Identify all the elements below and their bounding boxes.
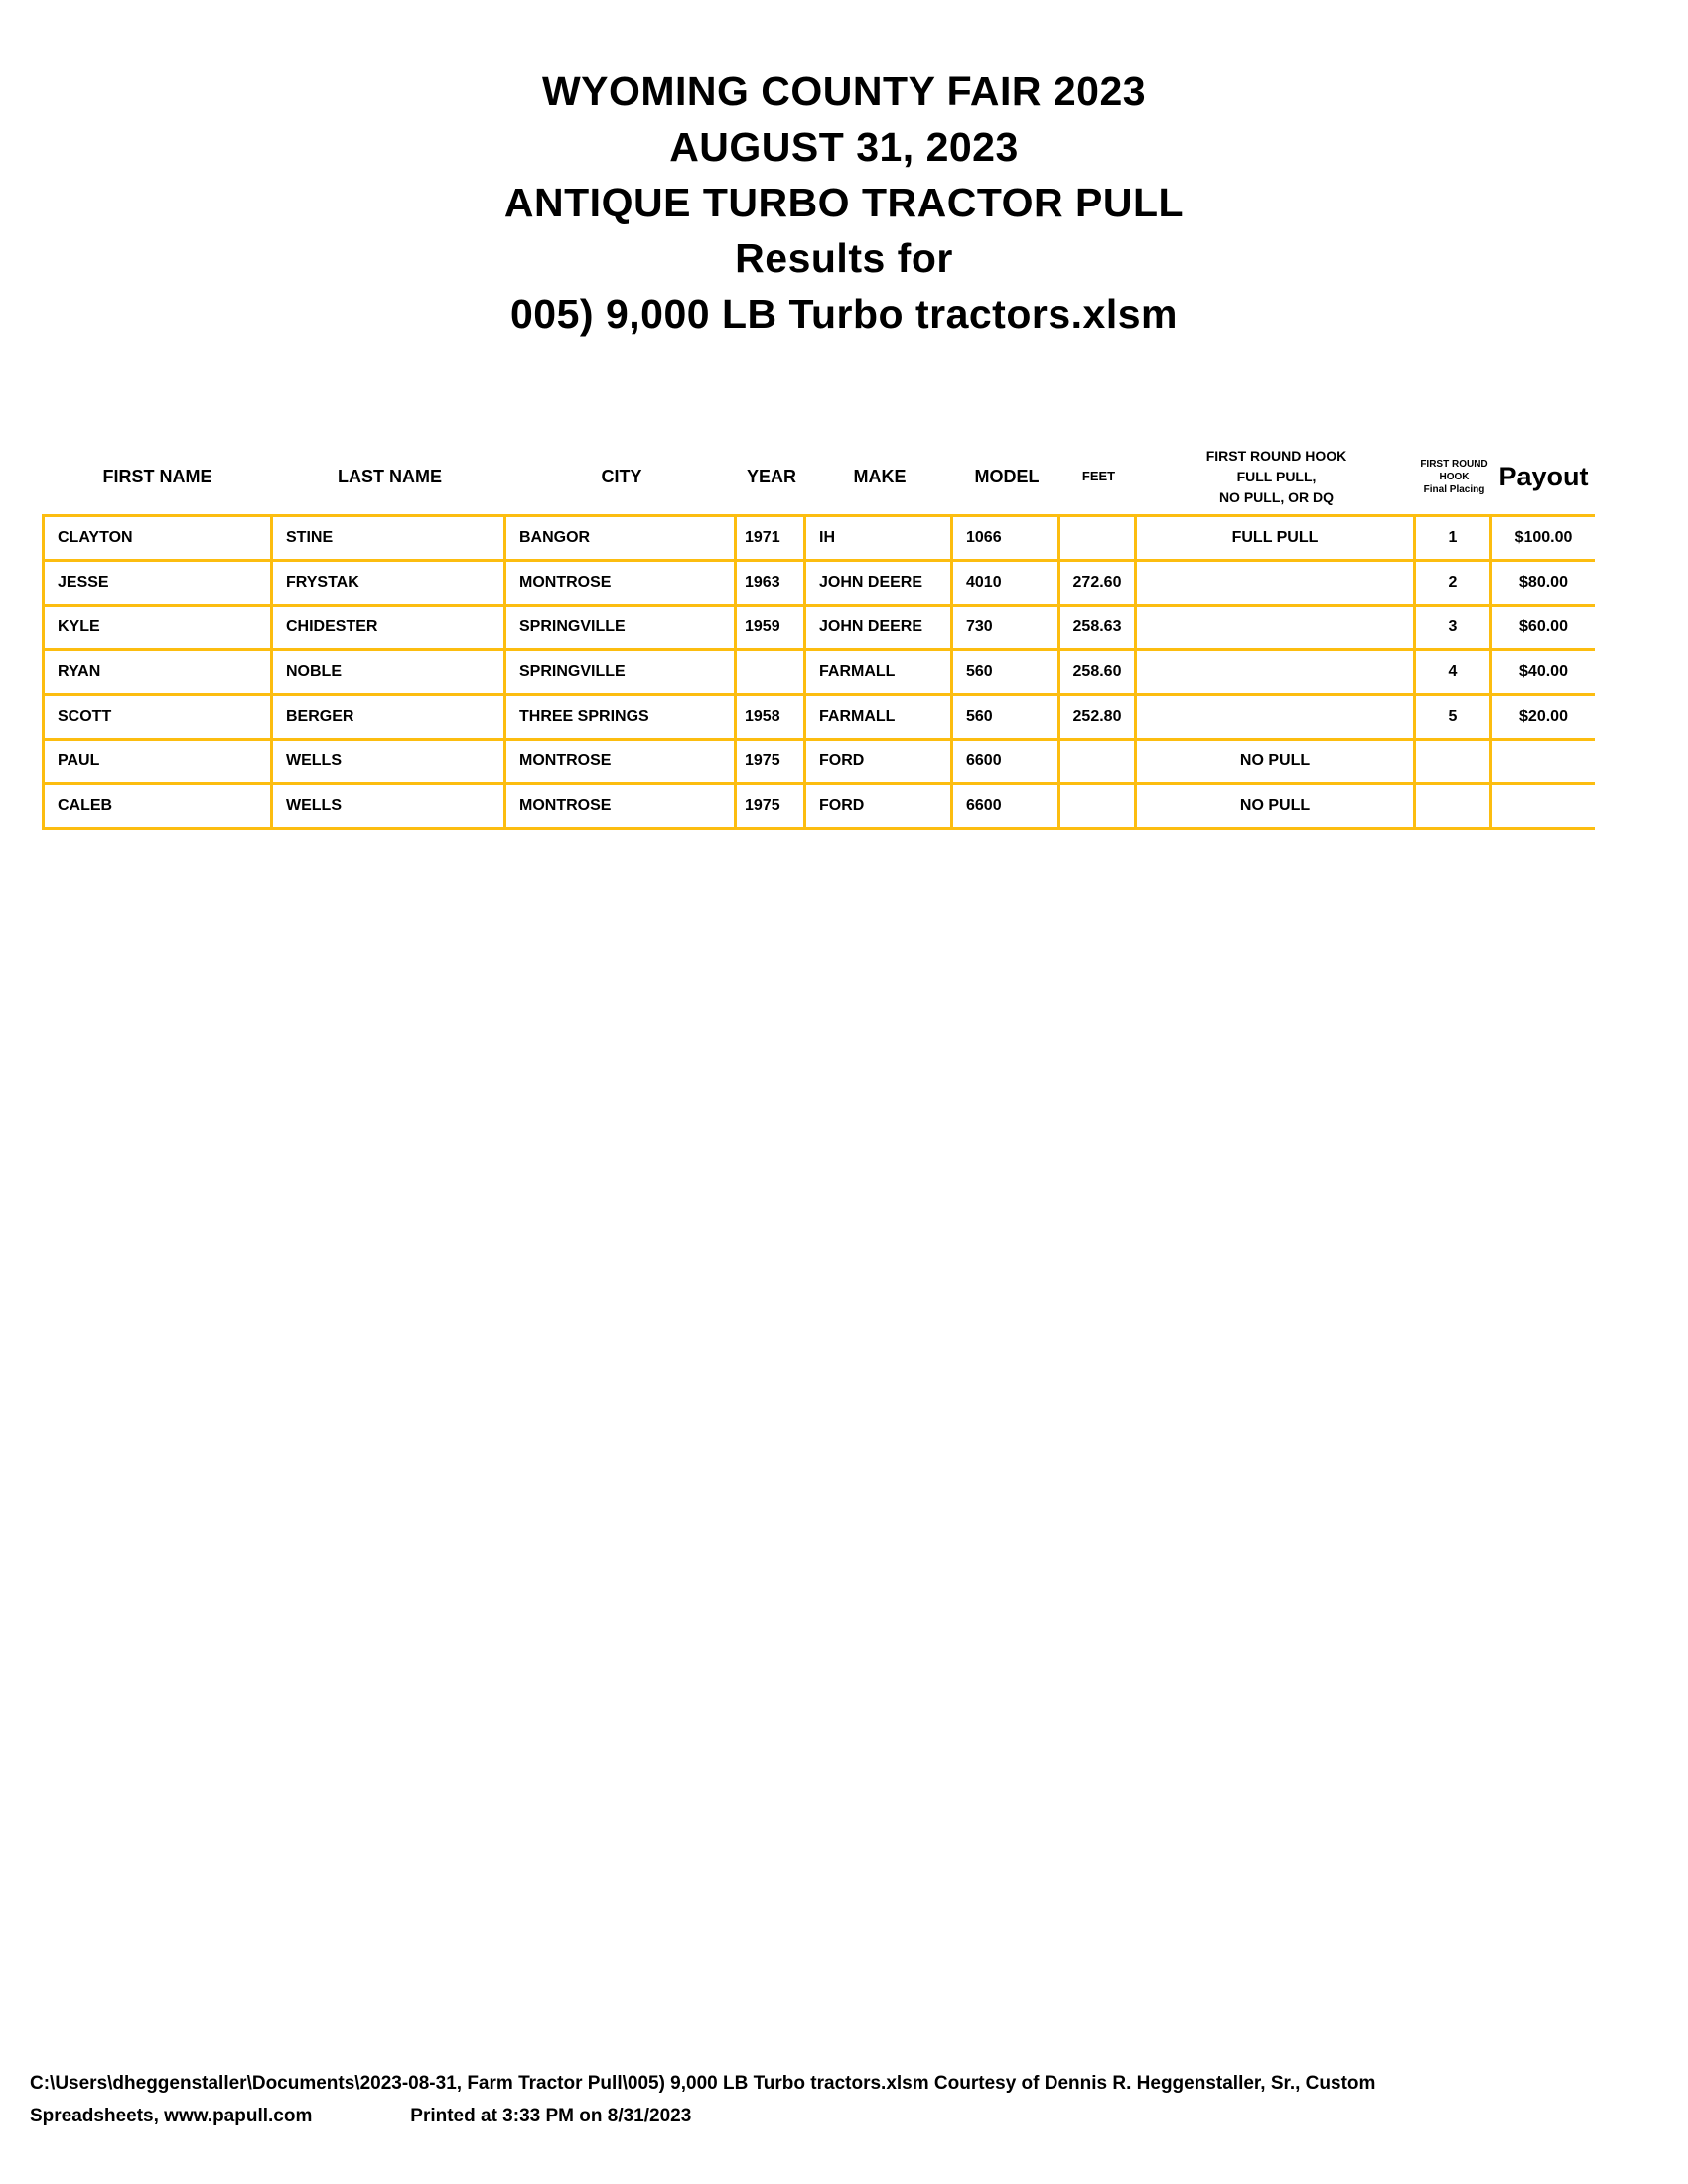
cell-feet: 272.60 <box>1060 562 1137 604</box>
cell-hook-result: NO PULL <box>1137 785 1416 827</box>
cell-last-name: STINE <box>273 517 506 559</box>
cell-final-placing: 3 <box>1416 607 1492 648</box>
results-for-label: Results for <box>735 235 953 281</box>
cell-make: IH <box>806 517 953 559</box>
cell-last-name: FRYSTAK <box>273 562 506 604</box>
header-make: MAKE <box>853 467 907 486</box>
cell-last-name: WELLS <box>273 741 506 782</box>
cell-final-placing: 4 <box>1416 651 1492 693</box>
cell-first-name: RYAN <box>42 651 273 693</box>
cell-hook-result <box>1137 562 1416 604</box>
results-table <box>42 514 1595 830</box>
cell-model: 560 <box>953 651 1060 693</box>
cell-make: FORD <box>806 741 953 782</box>
table-row <box>42 785 1595 830</box>
cell-final-placing <box>1416 741 1492 782</box>
cell-city: MONTROSE <box>506 785 737 827</box>
cell-payout <box>1492 785 1595 827</box>
header-placing-line-3: Final Placing <box>1423 483 1485 495</box>
table-row <box>42 696 1595 741</box>
cell-city: SPRINGVILLE <box>506 607 737 648</box>
cell-model: 4010 <box>953 562 1060 604</box>
cell-hook-result <box>1137 651 1416 693</box>
cell-hook-result <box>1137 607 1416 648</box>
cell-payout: $20.00 <box>1519 708 1568 725</box>
table-header-row <box>42 440 1595 513</box>
cell-final-placing: 2 <box>1416 562 1492 604</box>
cell-final-placing: 5 <box>1416 696 1492 738</box>
table-row <box>42 517 1595 562</box>
cell-payout <box>1492 741 1595 782</box>
cell-city: SPRINGVILLE <box>506 651 737 693</box>
cell-model: 1066 <box>953 517 1060 559</box>
event-title: WYOMING COUNTY FAIR 2023 <box>541 68 1147 114</box>
cell-city: MONTROSE <box>506 562 737 604</box>
header-first-name: FIRST NAME <box>102 467 212 486</box>
cell-last-name: BERGER <box>273 696 506 738</box>
event-date: AUGUST 31, 2023 <box>669 124 1019 170</box>
title-block <box>0 64 1688 341</box>
table-row <box>42 607 1595 651</box>
cell-last-name: CHIDESTER <box>273 607 506 648</box>
cell-payout: $40.00 <box>1519 663 1568 680</box>
cell-feet: 258.63 <box>1060 607 1137 648</box>
cell-hook-result <box>1137 696 1416 738</box>
cell-last-name: WELLS <box>273 785 506 827</box>
cell-feet <box>1060 785 1137 827</box>
cell-payout: $100.00 <box>1514 529 1573 546</box>
cell-make: JOHN DEERE <box>806 562 953 604</box>
cell-model: 6600 <box>953 741 1060 782</box>
table-row <box>42 651 1595 696</box>
cell-make: JOHN DEERE <box>806 607 953 648</box>
header-city: CITY <box>601 467 642 486</box>
header-placing-line-1: FIRST ROUND <box>1420 458 1488 470</box>
header-hook-line-3: NO PULL, OR DQ <box>1218 488 1335 505</box>
results-file-name: 005) 9,000 LB Turbo tractors.xlsm <box>510 291 1178 337</box>
cell-year: 1971 <box>737 517 806 559</box>
cell-city: THREE SPRINGS <box>506 696 737 738</box>
header-model: MODEL <box>974 467 1040 486</box>
cell-final-placing <box>1416 785 1492 827</box>
cell-first-name: JESSE <box>42 562 273 604</box>
footer-printed-at: Printed at 3:33 PM on 8/31/2023 <box>410 2106 692 2126</box>
header-placing-line-2: HOOK <box>1439 471 1470 482</box>
cell-model: 6600 <box>953 785 1060 827</box>
footer <box>30 2067 1658 2132</box>
cell-year: 1963 <box>737 562 806 604</box>
cell-final-placing: 1 <box>1416 517 1492 559</box>
cell-year: 1975 <box>737 785 806 827</box>
cell-city: MONTROSE <box>506 741 737 782</box>
table-row <box>42 741 1595 785</box>
table-row <box>42 562 1595 607</box>
cell-first-name: CLAYTON <box>42 517 273 559</box>
footer-file-path-line: C:\Users\dheggenstaller\Documents\2023-08-31, Farm Tractor Pull\005) 9,000 LB Turbo tractors.xlsm Courtesy of Dennis R. Heggenstaller, Sr., Custom <box>30 2073 1376 2094</box>
cell-year: 1959 <box>737 607 806 648</box>
cell-first-name: KYLE <box>42 607 273 648</box>
cell-feet <box>1060 741 1137 782</box>
cell-first-name: CALEB <box>42 785 273 827</box>
header-final-placing <box>1416 458 1492 496</box>
cell-city: BANGOR <box>506 517 737 559</box>
cell-payout: $80.00 <box>1519 574 1568 591</box>
footer-print-line <box>30 2100 1658 2132</box>
cell-feet <box>1060 517 1137 559</box>
header-last-name: LAST NAME <box>338 467 442 486</box>
cell-year: 1975 <box>737 741 806 782</box>
header-first-round-hook <box>1137 446 1416 508</box>
header-year: YEAR <box>746 467 796 486</box>
header-hook-line-1: FIRST ROUND HOOK <box>1205 447 1347 464</box>
cell-last-name: NOBLE <box>273 651 506 693</box>
cell-model: 730 <box>953 607 1060 648</box>
footer-website: Spreadsheets, www.papull.com <box>30 2106 313 2126</box>
event-class: ANTIQUE TURBO TRACTOR PULL <box>503 180 1185 225</box>
cell-make: FORD <box>806 785 953 827</box>
cell-model: 560 <box>953 696 1060 738</box>
cell-first-name: PAUL <box>42 741 273 782</box>
cell-make: FARMALL <box>806 651 953 693</box>
cell-year: 1958 <box>737 696 806 738</box>
cell-payout: $60.00 <box>1519 618 1568 635</box>
cell-feet: 258.60 <box>1060 651 1137 693</box>
header-hook-line-2: FULL PULL, <box>1236 468 1317 484</box>
header-feet: FEET <box>1081 469 1116 483</box>
cell-year <box>737 651 806 693</box>
header-payout: Payout <box>1498 462 1589 491</box>
cell-first-name: SCOTT <box>42 696 273 738</box>
cell-hook-result: NO PULL <box>1137 741 1416 782</box>
cell-make: FARMALL <box>806 696 953 738</box>
cell-feet: 252.80 <box>1060 696 1137 738</box>
cell-hook-result: FULL PULL <box>1137 517 1416 559</box>
